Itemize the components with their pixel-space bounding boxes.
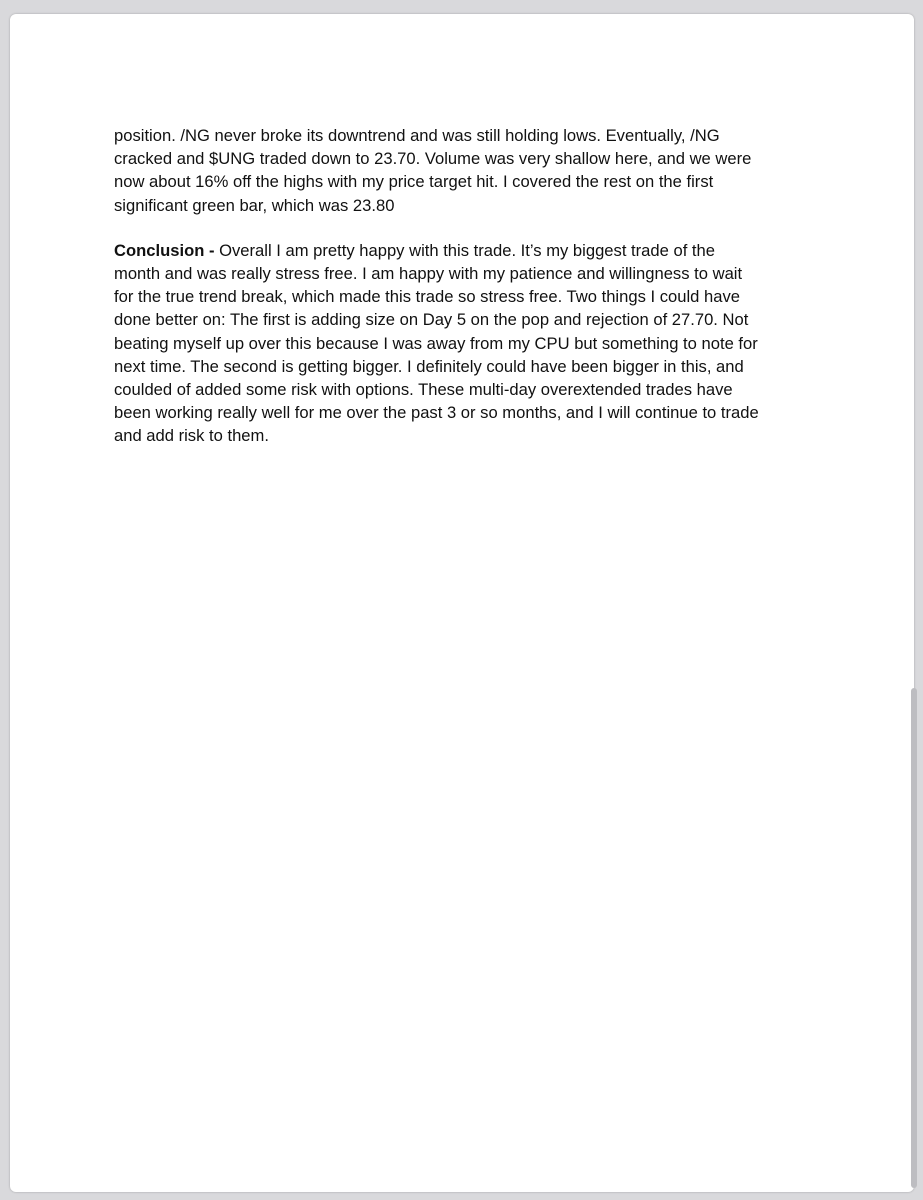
conclusion-first-line: Overall I am pretty happy with this trade. It’s my biggest trade of the [214, 240, 715, 260]
text-line [114, 239, 814, 262]
text-line: for the true trend break, which made this trade so stress free. Two things I could have [114, 287, 740, 307]
text-line: next time. The second is getting bigger. I definitely could have been bigger in this, and [114, 356, 744, 376]
text-line: coulded of added some risk with options. These multi-day overextended trades have [114, 380, 733, 400]
text-line: beating myself up over this because I was away from my CPU but something to note for [114, 333, 758, 353]
text-line: position. /NG never broke its downtrend and was still holding lows. Eventually, /NG [114, 126, 720, 145]
text-line: done better on: The first is adding size on Day 5 on the pop and rejection of 27.70. Not [114, 310, 749, 330]
text-line: been working really well for me over the past 3 or so months, and I will continue to trade [114, 403, 759, 423]
text-line: and add risk to them. [114, 426, 269, 446]
document-body [114, 124, 814, 448]
text-line: now about 16% off the highs with my price target hit. I covered the rest on the first [114, 172, 714, 192]
text-line: month and was really stress free. I am happy with my patience and willingness to wait [114, 264, 743, 284]
paragraph-conclusion [114, 239, 814, 448]
text-line: cracked and $UNG traded down to 23.70. Volume was very shallow here, and we were [114, 149, 752, 169]
text-line: significant green bar, which was 23.80 [114, 195, 395, 215]
paragraph-trade-exit [114, 124, 814, 217]
document-page [10, 14, 914, 1192]
conclusion-heading: Conclusion - [114, 240, 215, 260]
vertical-scrollbar[interactable] [911, 688, 917, 1188]
